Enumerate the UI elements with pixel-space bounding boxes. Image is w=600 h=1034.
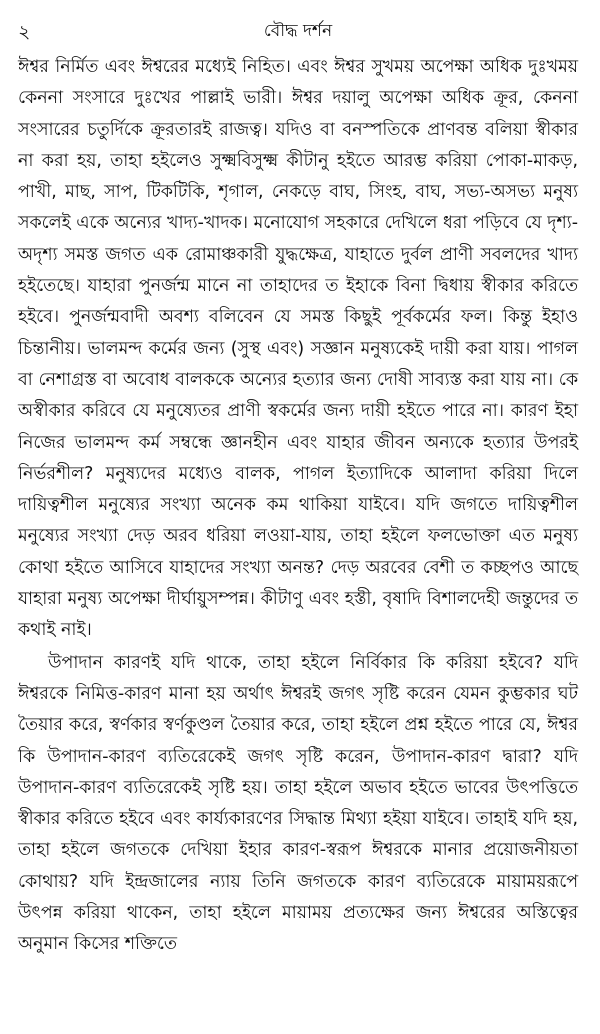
running-title: বৌদ্ধ দর্শন bbox=[263, 21, 333, 41]
page-body bbox=[18, 52, 578, 961]
paragraph-2: উপাদান কারণই যদি থাকে, তাহা হইলে নির্বিকার কি করিয়া হইবে? যদি ঈশ্বরকে নিমিত্ত-কারণ মানা হয় অর্থাৎ ঈশ্বরই জগৎ সৃষ্টি করেন যেমন কুম্ভকার ঘট তৈয়ার করে, স্বর্ণকার স্বর্ণকুণ্ডল তৈয়ার করে, তাহা হইলে প্রশ্ন হইতে পারে যে, ঈশ্বর কি উপাদান-কারণ ব্যতিরেকেই জগৎ সৃষ্টি করেন, উপাদান-কারণ দ্বারা? যদি উপাদান-কারণ ব্যতিরেকেই সৃষ্টি হয়। তাহা হইলে অভাব হইতে ভাবের উৎপত্তিতে স্বীকার করিতে হইবে এবং কার্য্যকারণের সিদ্ধান্ত মিথ্যা হইয়া যাইবে। তাহাই যদি হয়, তাহা হইলে জগতকে দেখিয়া ইহার কারণ-স্বরূপ ঈশ্বরকে মানার প্রয়োজনীয়তা কোথায়? যদি ইন্দ্রজালের ন্যায় তিনি জগতকে কারণ ব্যতিরেকে মায়াময়রূপে উৎপন্ন করিয়া থাকেন, তাহা হইলে মায়াময় প্রত্যক্ষের জন্য ঈশ্বরের অস্তিত্বের অনুমান কিসের শক্তিতে bbox=[18, 652, 578, 955]
paragraph-1: ঈশ্বর নির্মিত এবং ঈশ্বরের মধ্যেই নিহিত। এবং ঈশ্বর সুখময় অপেক্ষা অধিক দুঃখময় কেননা সংসারে দুঃখের পাল্লাই ভারী। ঈশ্বর দয়ালু অপেক্ষা অধিক ক্রূর, কেননা সংসারের চতুর্দিকে ক্রূরতারই রাজত্ব। যদিও বা বনস্পতিকে প্রাণবন্ত বলিয়া স্বীকার না করা হয়, তাহা হইলেও সুক্ষ্মবিসুক্ষ্ম কীটানু হইতে আরম্ভ করিয়া পোকা-মাকড়, পাখী, মাছ, সাপ, টিকটিকি, শৃগাল, নেকড়ে বাঘ, সিংহ, বাঘ, সভ্য-অসভ্য মনুষ্য সকলেই একে অন্যের খাদ্য-খাদক। মনোযোগ সহকারে দেখিলে ধরা পড়িবে যে দৃশ্য-অদৃশ্য সমস্ত জগত এক রোমাঞ্চকারী যুদ্ধক্ষেত্র, যাহাতে দুর্বল প্রাণী সবলদের খাদ্য হইতেছে। যাহারা পুনর্জন্ম মানে না তাহাদের ত ইহাকে বিনা দ্বিধায় স্বীকার করিতে হইবে। পুনর্জন্মবাদী অবশ্য বলিবেন যে সমস্ত কিছুই পূর্বকর্মের ফল। কিন্তু ইহাও চিন্তানীয়। ভালমন্দ কর্মের জন্য (সুস্থ এবং) সজ্ঞান মনুষ্যকেই দায়ী করা যায়। পাগল বা নেশাগ্রস্ত বা অবোধ বালককে অন্যের হত্যার জন্য দোষী সাব্যস্ত করা যায় না। কে অস্বীকার করিবে যে মনুষ্যেতর প্রাণী স্বকর্মের জন্য দায়ী হইতে পারে না। কারণ ইহা নিজের ভালমন্দ কর্ম সম্বন্ধে জ্ঞানহীন এবং যাহার জীবন অন্যকে হত্যার উপরই নির্ভরশীল? মনুষ্যদের মধ্যেও বালক, পাগল ইত্যাদিকে আলাদা করিয়া দিলে দায়িত্বশীল মনুষ্যের সংখ্যা অনেক কম থাকিয়া যাইবে। যদি জগতে দায়িত্বশীল মনুষ্যের সংখ্যা দেড় অরব ধরিয়া লওয়া-যায়, তাহা হইলে ফলভোক্তা এত মনুষ্য কোথা হইতে আসিবে যাহাদের সংখ্যা অনন্ত? দেড় অরবের বেশী ত কচ্ছপও আছে যাহারা মনুষ্য অপেক্ষা দীর্ঘায়ুসম্পন্ন। কীটাণু এবং হস্তী, বৃষাদি বিশালদেহী জন্তুদের ত কথাই নাই। bbox=[18, 57, 578, 641]
page-header bbox=[18, 12, 578, 52]
page-number: ২ bbox=[18, 21, 31, 43]
